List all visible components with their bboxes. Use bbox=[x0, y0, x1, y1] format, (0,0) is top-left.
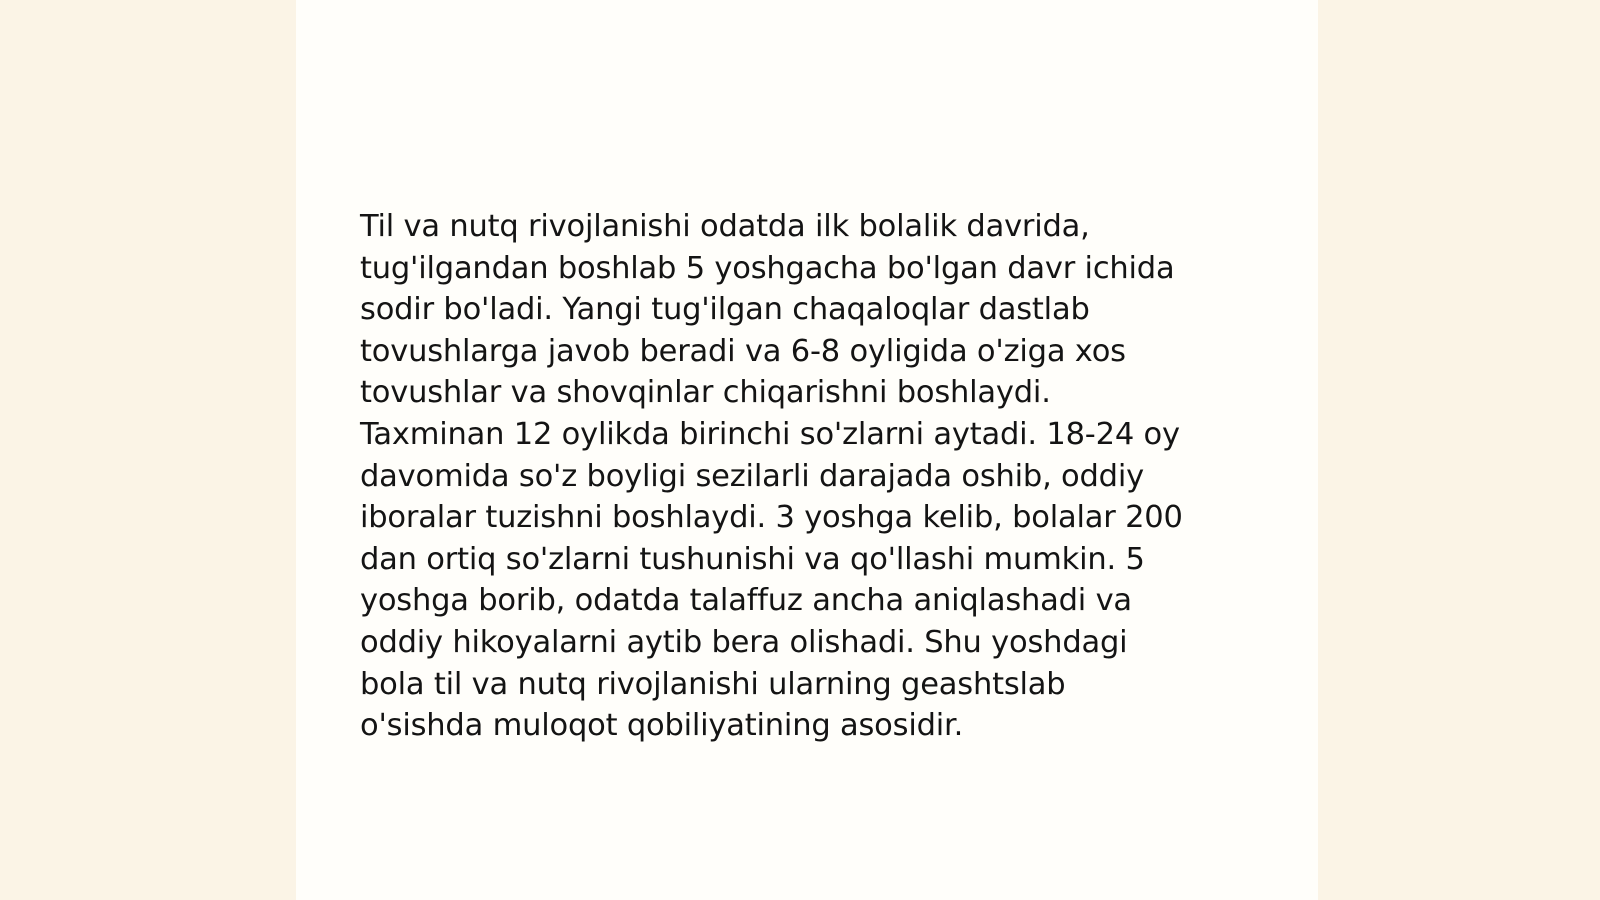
paragraph-line: dan ortiq so'zlarni tushunishi va qo'llashi mumkin. 5 bbox=[360, 541, 1145, 577]
slide-page bbox=[296, 0, 1318, 900]
paragraph-line: Til va nutq rivojlanishi odatda ilk bolalik davrida, bbox=[360, 209, 1090, 244]
paragraph-line: Taxminan 12 oylikda birinchi so'zlarni aytadi. 18-24 oy bbox=[360, 416, 1180, 452]
paragraph-line: tovushlar va shovqinlar chiqarishni boshlaydi. bbox=[360, 375, 1051, 411]
paragraph-line: tovushlarga javob beradi va 6-8 oyligida o'ziga xos bbox=[360, 333, 1126, 369]
paragraph-line: yoshga borib, odatda talaffuz ancha aniqlashadi va bbox=[360, 583, 1132, 619]
paragraph-line: o'sishda muloqot qobiliyatining asosidir. bbox=[360, 708, 964, 744]
paragraph-line: tug'ilgandan boshlab 5 yoshgacha bo'lgan davr ichida bbox=[360, 250, 1175, 286]
paragraph-line: bola til va nutq rivojlanishi ularning geashtslab bbox=[360, 666, 1066, 702]
paragraph-line: iboralar tuzishni boshlaydi. 3 yoshga kelib, bolalar 200 bbox=[360, 500, 1183, 536]
paragraph-line: davomida so'z boyligi sezilarli darajada oshib, oddiy bbox=[360, 458, 1144, 494]
body-paragraph bbox=[360, 206, 1260, 747]
paragraph-line: oddiy hikoyalarni aytib bera olishadi. Shu yoshdagi bbox=[360, 624, 1128, 660]
paragraph-line: sodir bo'ladi. Yangi tug'ilgan chaqaloqlar dastlab bbox=[360, 292, 1090, 328]
